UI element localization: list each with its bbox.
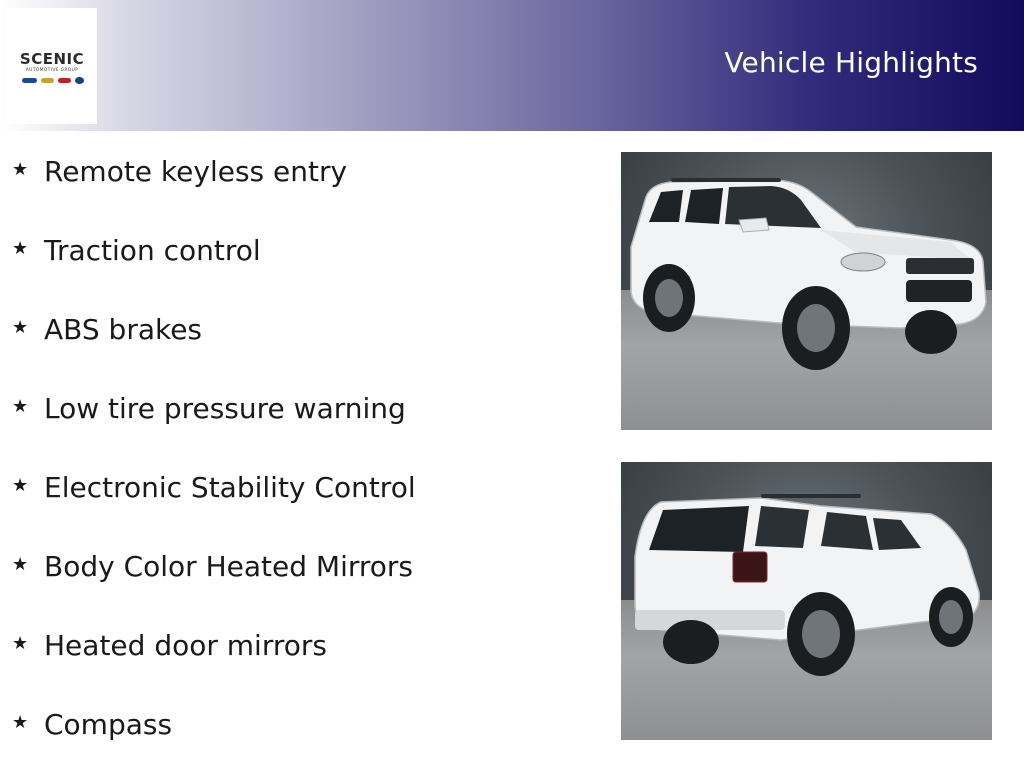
- star-icon: ★: [12, 633, 29, 654]
- list-item: [12, 150, 592, 229]
- star-icon: ★: [12, 475, 29, 496]
- header-banner: [0, 0, 1024, 131]
- star-icon: ★: [12, 159, 29, 180]
- list-item: [12, 545, 592, 624]
- gmc-logo-icon: [58, 78, 71, 83]
- list-item: [12, 624, 592, 703]
- list-item: [12, 466, 592, 545]
- highlight-text: Remote keyless entry: [44, 155, 348, 188]
- star-icon: ★: [12, 238, 29, 259]
- ford-logo-icon: [22, 78, 37, 83]
- highlight-text: Traction control: [44, 234, 261, 267]
- logo-name: SCENIC: [19, 50, 85, 68]
- highlight-text: Electronic Stability Control: [44, 471, 416, 504]
- highlight-text: Heated door mirrors: [44, 629, 327, 662]
- page-title: Vehicle Highlights: [724, 46, 978, 79]
- list-item: [12, 387, 592, 466]
- highlight-text: Low tire pressure warning: [44, 392, 406, 425]
- list-item: [12, 703, 592, 782]
- subaru-logo-icon: [75, 77, 84, 84]
- dealer-logo: [6, 8, 97, 124]
- suv-rear-illustration: [621, 462, 992, 740]
- suv-front-illustration: [621, 152, 992, 430]
- star-icon: ★: [12, 396, 29, 417]
- list-item: [12, 308, 592, 387]
- highlight-text: Body Color Heated Mirrors: [44, 550, 413, 583]
- vehicle-photo-front: [621, 152, 992, 430]
- brand-logos: [12, 76, 94, 84]
- list-item: [12, 229, 592, 308]
- logo-subtitle: AUTOMOTIVE GROUP: [25, 68, 79, 73]
- star-icon: ★: [12, 712, 29, 733]
- highlights-list: [12, 150, 592, 782]
- chevrolet-logo-icon: [41, 78, 54, 83]
- vehicle-photo-rear: [621, 462, 992, 740]
- star-icon: ★: [12, 554, 29, 575]
- highlight-text: Compass: [44, 708, 173, 741]
- highlight-text: ABS brakes: [44, 313, 203, 346]
- star-icon: ★: [12, 317, 29, 338]
